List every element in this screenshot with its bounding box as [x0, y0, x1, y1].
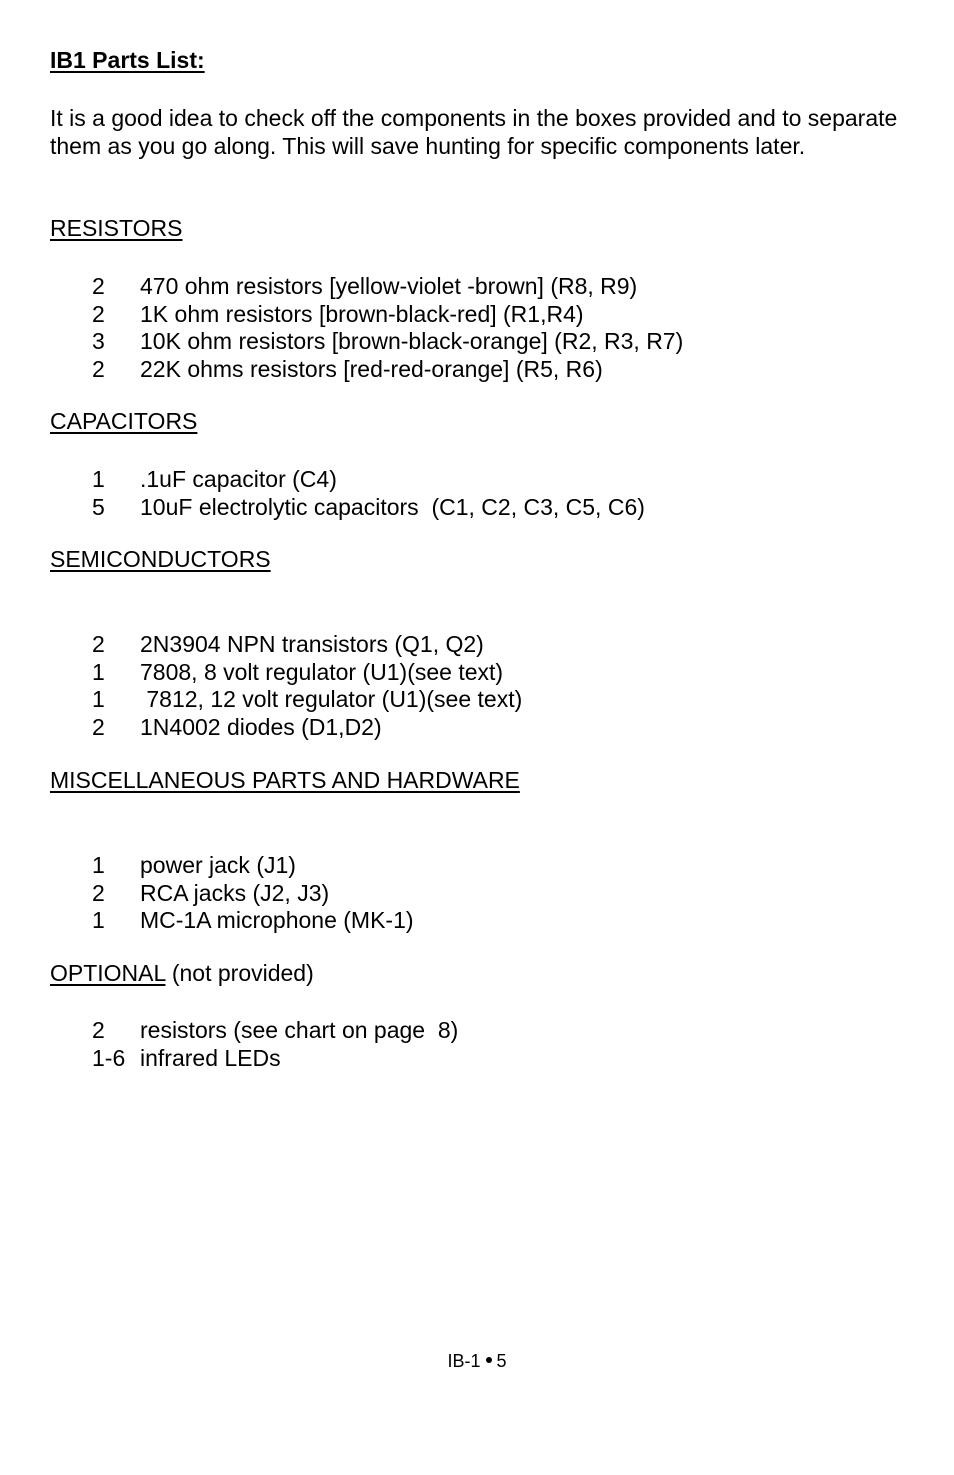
- item-desc: MC-1A microphone (MK-1): [140, 907, 414, 933]
- section-heading-optional: [50, 960, 314, 987]
- item-desc: 1K ohm resistors [brown-black-red] (R1,R4): [140, 300, 584, 327]
- misc-list: [92, 852, 414, 935]
- item-desc: infrared LEDs: [140, 1044, 281, 1071]
- item-desc: 10uF electrolytic capacitors (C1, C2, C3, C5, C6): [140, 493, 645, 520]
- item-qty: 2: [92, 355, 105, 382]
- optional-list: [92, 1017, 458, 1072]
- page-number: 5: [496, 1351, 507, 1371]
- list-item: [92, 466, 645, 494]
- section-heading-label: RESISTORS: [50, 215, 183, 241]
- item-qty: 1: [92, 466, 105, 492]
- list-item: [92, 1045, 458, 1073]
- item-qty: 3: [92, 328, 105, 354]
- item-qty: 1: [92, 907, 105, 933]
- page-footer: [0, 1351, 954, 1372]
- resistors-list: [92, 273, 683, 383]
- item-desc: power jack (J1): [140, 852, 296, 878]
- item-qty: 2: [92, 713, 105, 740]
- list-item: [92, 631, 522, 659]
- item-desc: 1N4002 diodes (D1,D2): [140, 713, 382, 740]
- list-item: [92, 659, 522, 687]
- item-qty: 1: [92, 852, 105, 878]
- item-desc: .1uF capacitor (C4): [140, 466, 337, 492]
- list-item: [92, 273, 683, 301]
- section-heading-label: CAPACITORS: [50, 408, 198, 434]
- item-qty: 2: [92, 879, 105, 906]
- item-qty: 1-6: [92, 1044, 126, 1071]
- section-heading-label: MISCELLANEOUS PARTS AND HARDWARE: [50, 767, 520, 793]
- item-qty: 2: [92, 1017, 105, 1043]
- list-item: [92, 880, 414, 908]
- item-qty: 1: [92, 658, 105, 685]
- list-item: [92, 714, 522, 742]
- item-desc: 470 ohm resistors [yellow-violet -brown] (R8, R9): [140, 273, 638, 299]
- list-item: [92, 328, 683, 356]
- item-desc: 22K ohms resistors [red-red-orange] (R5, R6): [140, 355, 603, 382]
- footer-doc-id: IB-1: [447, 1351, 481, 1371]
- item-desc: RCA jacks (J2, J3): [140, 879, 330, 906]
- list-item: [92, 301, 683, 329]
- semiconductors-list: [92, 631, 522, 741]
- list-item: [92, 1017, 458, 1045]
- item-desc: resistors (see chart on page 8): [140, 1017, 459, 1043]
- capacitors-list: [92, 466, 645, 521]
- intro-paragraph: It is a good idea to check off the components in the boxes provided and to separate them as you go along. This will save hunting for specific components later.: [50, 105, 898, 159]
- list-item: [92, 356, 683, 384]
- list-item: [92, 852, 414, 880]
- section-heading-note: (not provided): [165, 960, 314, 986]
- item-desc: 7808, 8 volt regulator (U1)(see text): [140, 658, 504, 685]
- item-qty: 2: [92, 300, 105, 327]
- item-qty: 2: [92, 273, 105, 299]
- section-heading-misc: [50, 767, 520, 794]
- section-heading-label: SEMICONDUCTORS: [50, 546, 271, 572]
- list-item: [92, 686, 522, 714]
- page-title: IB1 Parts List:: [50, 47, 205, 73]
- item-desc: 7812, 12 volt regulator (U1)(see text): [140, 686, 523, 712]
- item-qty: 5: [92, 493, 105, 520]
- section-heading-label: OPTIONAL: [50, 960, 166, 986]
- item-qty: 1: [92, 686, 105, 712]
- item-desc: 2N3904 NPN transistors (Q1, Q2): [140, 631, 484, 657]
- section-heading-capacitors: [50, 408, 197, 435]
- item-desc: 10K ohm resistors [brown-black-orange] (R2, R3, R7): [140, 328, 684, 354]
- list-item: [92, 494, 645, 522]
- list-item: [92, 907, 414, 935]
- section-heading-resistors: [50, 215, 183, 242]
- bullet-icon: [486, 1357, 492, 1363]
- section-heading-semiconductors: [50, 546, 271, 573]
- item-qty: 2: [92, 631, 105, 657]
